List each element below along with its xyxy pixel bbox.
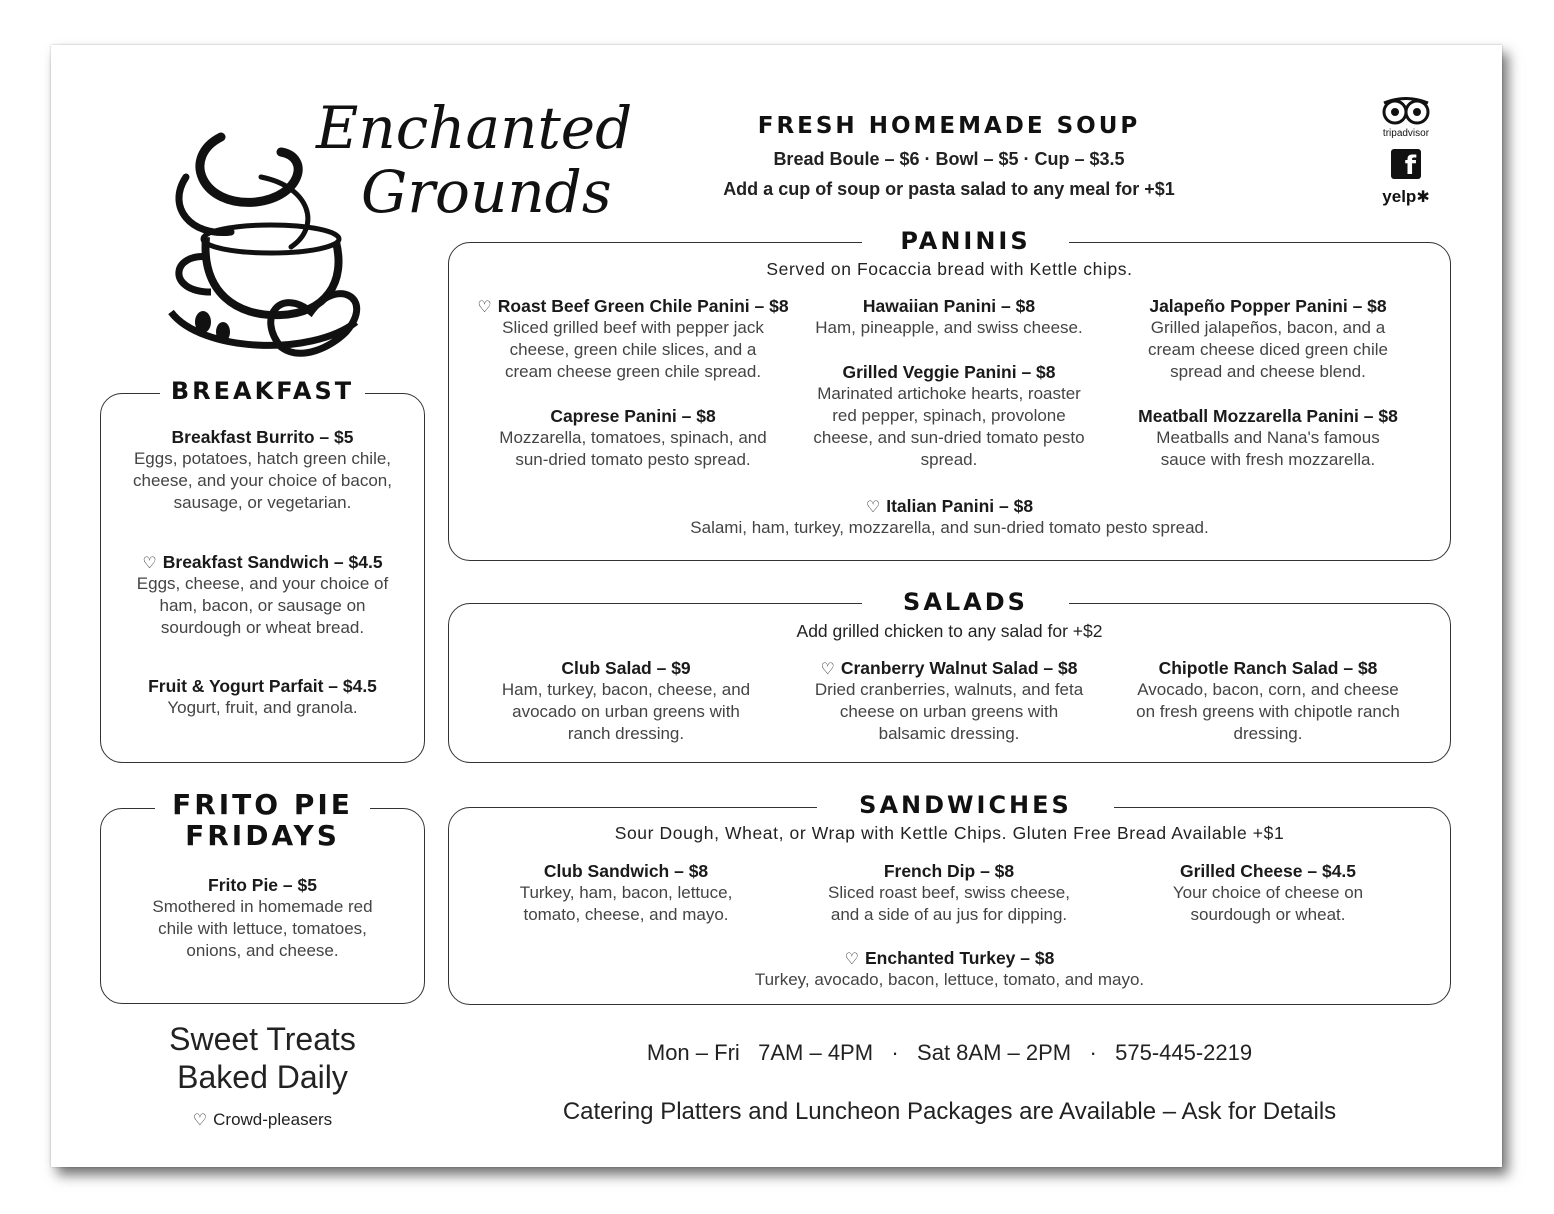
item-desc: Avocado, bacon, corn, and cheese on fresh greens with chipotle ranch dressing.	[1136, 680, 1400, 743]
item-name: Grilled Veggie Panini – $8	[842, 362, 1056, 382]
menu-item	[809, 362, 1089, 471]
social-icons	[1377, 97, 1435, 207]
menu-item	[105, 427, 420, 514]
item-desc: Mozzarella, tomatoes, spinach, and sun-dried tomato pesto spread.	[499, 428, 767, 469]
hours-line: Mon – Fri 7AM – 4PM · Sat 8AM – 2PM · 575-445-2219	[646, 1040, 1253, 1065]
item-desc: Sliced roast beef, swiss cheese, and a side of au jus for dipping.	[828, 883, 1070, 924]
item-name: Chipotle Ranch Salad – $8	[1158, 658, 1378, 678]
menu-item	[814, 861, 1084, 926]
menu-item	[448, 948, 1451, 991]
soup-prices: Bread Boule – $6 · Bowl – $5 · Cup – $3.5	[773, 149, 1125, 169]
menu-item	[1128, 296, 1408, 383]
menu-item	[448, 496, 1451, 539]
breakfast-title: BREAKFAST	[160, 378, 365, 404]
item-desc: Dried cranberries, walnuts, and feta cheese on urban greens with balsamic dressing.	[814, 680, 1084, 743]
item-desc: Eggs, cheese, and your choice of ham, bacon, or sausage on sourdough or wheat bread.	[136, 574, 389, 637]
salads-title: SALADS	[862, 589, 1069, 615]
item-name: French Dip – $8	[883, 861, 1015, 881]
legend	[100, 1110, 425, 1130]
item-desc: Ham, turkey, bacon, cheese, and avocado on urban greens with ranch dressing.	[501, 680, 751, 743]
item-desc: Meatballs and Nana's famous sauce with fresh mozzarella.	[1156, 428, 1380, 469]
item-name: Club Sandwich – $8	[543, 861, 709, 881]
facebook-glyph: f	[1391, 149, 1421, 179]
yelp-icon[interactable]: yelp✱	[1382, 187, 1430, 206]
menu-item	[483, 406, 783, 471]
item-desc: Smothered in homemade red chile with lettuce, tomatoes, onions, and cheese.	[152, 897, 373, 960]
menu-sheet	[51, 45, 1502, 1167]
menu-item	[463, 296, 803, 383]
menu-item	[1128, 658, 1408, 745]
yelp-label: yelp	[1382, 187, 1417, 206]
item-name: Jalapeño Popper Panini – $8	[1149, 296, 1387, 316]
item-desc: Your choice of cheese on sourdough or wheat.	[1172, 883, 1364, 924]
item-desc: Sliced grilled beef with pepper jack cheese, green chile slices, and a cream cheese green chile spread.	[502, 318, 764, 381]
item-desc: Yogurt, fruit, and granola.	[167, 698, 358, 717]
menu-item	[105, 552, 420, 639]
sweet-line-1: Sweet Treats	[169, 1021, 356, 1057]
item-name: Cranberry Walnut Salad – $8	[840, 658, 1078, 678]
paninis-subtitle: Served on Focaccia bread with Kettle chips.	[766, 259, 1133, 279]
item-name: Club Salad – $9	[561, 658, 691, 678]
sandwiches-title: SANDWICHES	[817, 792, 1114, 818]
menu-item	[809, 658, 1089, 745]
item-name: Caprese Panini – $8	[550, 406, 716, 426]
soup-addon: Add a cup of soup or pasta salad to any meal for +$1	[723, 179, 1175, 199]
menu-item	[1148, 861, 1388, 926]
heart-icon: ♡	[142, 555, 157, 572]
sweet-line-2: Baked Daily	[177, 1059, 348, 1095]
item-desc: Marinated artichoke hearts, roaster red pepper, spinach, provolone cheese, and sun-dried tomato pesto spread.	[813, 384, 1085, 469]
item-desc: Turkey, avocado, bacon, lettuce, tomato, and mayo.	[754, 970, 1145, 989]
menu-item	[105, 676, 420, 719]
item-name: Frito Pie – $5	[208, 875, 317, 895]
tripadvisor-icon[interactable]	[1377, 97, 1435, 139]
item-name: Hawaiian Panini – $8	[862, 296, 1036, 316]
item-desc: Turkey, ham, bacon, lettuce, tomato, cheese, and mayo.	[519, 883, 733, 924]
item-name: Meatball Mozzarella Panini – $8	[1138, 406, 1398, 426]
item-name: Breakfast Burrito – $5	[171, 427, 354, 447]
brand-line-1: Enchanted	[316, 94, 633, 162]
item-name: Fruit & Yogurt Parfait – $4.5	[148, 676, 377, 696]
heart-icon: ♡	[192, 1112, 208, 1129]
facebook-icon[interactable]	[1391, 149, 1421, 179]
menu-item	[506, 861, 746, 926]
soup-title: FRESH HOMEMADE SOUP	[757, 113, 1141, 139]
legend-label: Crowd-pleasers	[213, 1110, 333, 1129]
catering-line: Catering Platters and Luncheon Packages are Available – Ask for Details	[562, 1098, 1337, 1125]
sandwiches-subtitle: Sour Dough, Wheat, or Wrap with Kettle Chips. Gluten Free Bread Available +$1	[614, 823, 1285, 843]
item-desc: Ham, pineapple, and swiss cheese.	[815, 318, 1083, 337]
item-desc: Grilled jalapeños, bacon, and a cream cheese diced green chile spread and cheese blend.	[1147, 318, 1389, 381]
item-desc: Eggs, potatoes, hatch green chile, cheese, and your choice of bacon, sausage, or vegetarian.	[133, 449, 392, 512]
heart-icon: ♡	[477, 299, 492, 316]
brand-line-2: Grounds	[361, 158, 612, 226]
item-name: Grilled Cheese – $4.5	[1179, 861, 1357, 881]
heart-icon: ♡	[865, 499, 881, 516]
menu-item	[496, 658, 756, 745]
menu-item	[799, 296, 1099, 339]
salads-subtitle: Add grilled chicken to any salad for +$2	[796, 621, 1103, 641]
frito-pie-title: FRITO PIE FRIDAYS	[155, 790, 370, 852]
tripadvisor-label: tripadvisor	[1382, 128, 1430, 139]
item-name: Enchanted Turkey – $8	[865, 948, 1055, 968]
item-name: Roast Beef Green Chile Panini – $8	[497, 296, 789, 316]
sweet-treats	[100, 1020, 425, 1096]
item-name: Breakfast Sandwich – $4.5	[162, 552, 383, 572]
item-name: Italian Panini – $8	[886, 496, 1034, 516]
paninis-title: PANINIS	[862, 228, 1069, 254]
menu-item	[105, 875, 420, 962]
item-desc: Salami, ham, turkey, mozzarella, and sun-dried tomato pesto spread.	[690, 518, 1209, 537]
menu-item	[1128, 406, 1408, 471]
heart-icon: ♡	[820, 661, 835, 678]
heart-icon: ♡	[844, 951, 859, 968]
